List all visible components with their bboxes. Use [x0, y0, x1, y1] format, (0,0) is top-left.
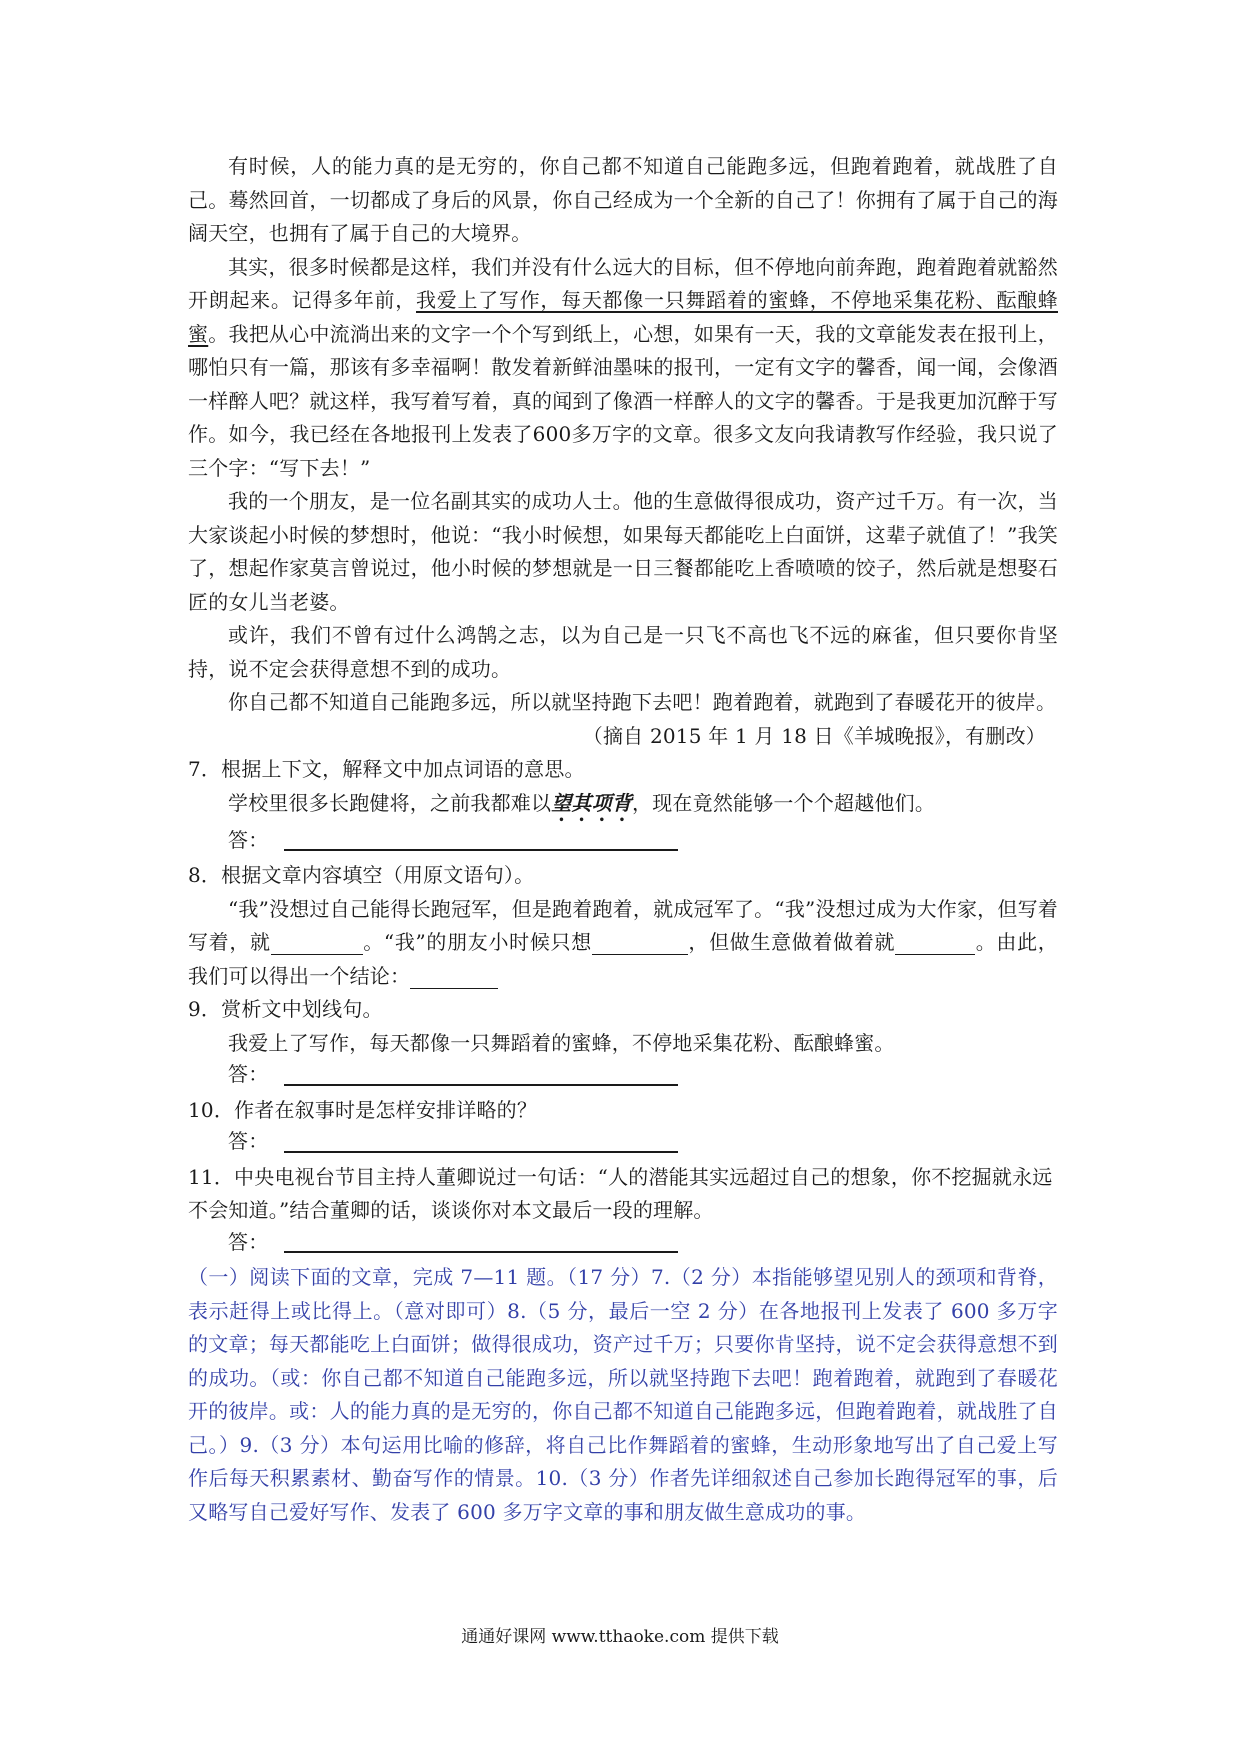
underlined-sentence: 我爱上了写作，每天都像一只舞蹈着的蜜蜂，不停地采集花粉、酝酿蜂蜜 — [188, 288, 1058, 346]
passage-paragraph-4: 或许，我们不曾有过什么鸿鹄之志，以为自己是一只飞不高也飞不远的麻雀，但只要你肯坚持，说不定会获得意想不到的成功。 — [188, 623, 1058, 681]
answer-label: 答： — [228, 1062, 269, 1086]
fill-blank-3[interactable] — [895, 932, 975, 955]
passage-paragraph-2 — [188, 251, 1058, 486]
question-8-text — [188, 893, 1058, 994]
question-10-title: 10．作者在叙事时是怎样安排详略的？ — [188, 1097, 538, 1122]
fill-blank-2[interactable] — [592, 932, 688, 955]
question-11-answer — [188, 1228, 1058, 1262]
question-9-title: 9．赏析文中划线句。 — [188, 997, 383, 1021]
question-8-text-3: ，但做生意做着做着就 — [687, 930, 896, 954]
answer-blank[interactable] — [284, 1150, 678, 1153]
question-8-title: 8．根据文章内容填空（用原文语句）。 — [188, 863, 535, 887]
passage-paragraph-2-part-a: 其实，很多时候都是这样，我们并没有什么远大的目标，但不停地向前奔跑，跑着跑着就豁然开朗起来。记得多年前， — [188, 254, 1058, 312]
question-7-title: 7．根据上下文，解释文中加点词语的意思。 — [188, 757, 585, 781]
passage-paragraph-5: 你自己都不知道自己能跑多远，所以就坚持跑下去吧！跑着跑着，就跑到了春暖花开的彼岸。 — [228, 690, 1057, 714]
passage-paragraph-2-part-b: 。我把从心中流淌出来的文字一个个写到纸上，心想，如果有一天，我的文章能发表在报刊上，哪怕只有一篇，那该有多幸福啊！散发着新鲜油墨味的报刊，一定有文字的馨香，闻一闻，会像酒一样醉人吧？就这样，我写着写着，真的闻到了像酒一样醉人的文字的馨香。于是我更加沉醉于写作。如今，我已经在各地报刊上发表了600多万字的文章。很多文友向我请教写作经验，我只说了三个字：“写下去！” — [188, 321, 1058, 480]
answer-blank[interactable] — [284, 1250, 678, 1253]
question-8-text-2: 。“我”的朋友小时候只想 — [362, 930, 592, 954]
question-7-sentence — [188, 787, 1058, 826]
answer-blank[interactable] — [284, 1083, 678, 1086]
passage-source: （摘自 2015 年 1 月 18 日《羊城晚报》，有删改） — [582, 723, 1046, 748]
question-9-sentence: 我爱上了写作，每天都像一只舞蹈着的蜜蜂，不停地采集花粉、酝酿蜂蜜。 — [228, 1030, 895, 1055]
dotted-word: 望其项背 — [551, 790, 633, 815]
answer-label: 答： — [228, 1129, 269, 1153]
question-9-answer — [188, 1060, 1058, 1094]
question-8-text-4: 。由此，我们可以得出一个结论： — [188, 930, 1058, 988]
question-10-answer — [188, 1127, 1058, 1161]
passage-paragraph-3: 我的一个朋友，是一位名副其实的成功人士。他的生意做得很成功，资产过千万。有一次，当大家谈起小时候的梦想时，他说：“我小时候想，如果每天都能吃上白面饼，这辈子就值了！”我笑了，想起作家莫言曾说过，他小时候的梦想就是一日三餐都能吃上香喷喷的饺子，然后就是想娶石匠的女儿当老婆。 — [188, 489, 1058, 614]
answer-label: 答： — [228, 1229, 269, 1254]
answer-blank[interactable] — [284, 848, 678, 851]
page-footer: 通通好课网 www.tthaoke.com 提供下载 — [461, 1627, 779, 1647]
document-content — [188, 150, 1058, 1529]
question-7-answer — [188, 826, 1058, 860]
question-8-text-1: “我”没想过自己能得长跑冠军，但是跑着跑着，就成冠军了。“我”没想过成为大作家，但写着写着，就 — [188, 896, 1058, 954]
answer-key: （一）阅读下面的文章，完成 7—11 题。（17 分）7.（2 分）本指能够望见别人的颈项和背脊，表示赶得上或比得上。（意对即可）8.（5 分，最后一空 2 分）在各地报刊上发表了 600 多万字的文章；每天都能吃上白面饼；做得很成功，资产过千万；只要你肯坚持，说不定会获得意想不到的成功。（或：你自己都不知道自己能跑多远，所以就坚持跑下去吧！跑着跑着，就跑到了春暖花开的彼岸。或：人的能力真的是无穷的，你自己都不知道自己能跑多远，但跑着跑着，就战胜了自己。）9.（3 分）本句运用比喻的修辞，将自己比作舞蹈着的蜜蜂，生动形象地写出了自己爱上写作后每天积累素材、勤奋写作的情景。10.（3 分）作者先详细叙述自己参加长跑得冠军的事，后又略写自己爱好写作、发表了 600 多万字文章的事和朋友做生意成功的事。 — [188, 1265, 1058, 1524]
question-11-title: 11．中央电视台节目主持人董卿说过一句话：“人的潜能其实远超过自己的想象，你不挖掘就永远不会知道。”结合董卿的话，谈谈你对本文最后一段的理解。 — [188, 1164, 1053, 1222]
question-7-sentence-a: 学校里很多长跑健将，之前我都难以 — [228, 790, 552, 815]
question-7-sentence-b: ，现在竟然能够一个个超越他们。 — [632, 790, 936, 815]
answer-label: 答： — [228, 827, 269, 852]
fill-blank-4[interactable] — [410, 966, 498, 989]
fill-blank-1[interactable] — [271, 932, 363, 955]
passage-paragraph-1: 有时候，人的能力真的是无穷的，你自己都不知道自己能跑多远，但跑着跑着，就战胜了自己。蓦然回首，一切都成了身后的风景，你自己经成为一个全新的自己了！你拥有了属于自己的海阔天空，也拥有了属于自己的大境界。 — [188, 154, 1058, 245]
